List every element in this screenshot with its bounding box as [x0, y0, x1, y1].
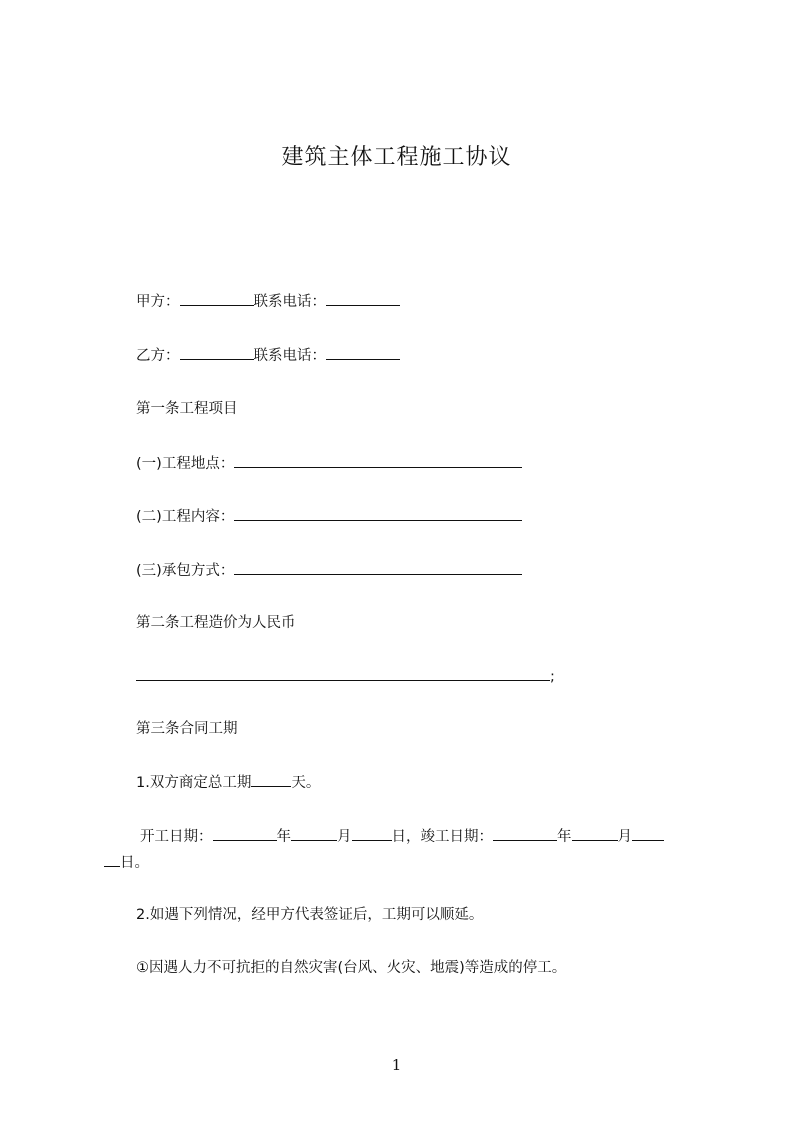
end-day-unit: 日。 — [120, 855, 149, 871]
end-month-unit: 月 — [617, 829, 632, 845]
party-a-label: 甲方： — [136, 294, 180, 310]
party-b-name-blank[interactable] — [180, 345, 254, 360]
article3-item-a: ①因遇人力不可抗拒的自然灾害(台风、火灾、地震)等造成的停工。 — [136, 960, 567, 976]
article3-clause2: 2.如遇下列情况，经甲方代表签证后，工期可以顺延。 — [136, 907, 484, 923]
article1-heading: 第一条工程项目 — [136, 401, 238, 417]
party-b-line — [136, 345, 400, 366]
end-date-label: 竣工日期： — [420, 829, 493, 845]
dates-line-wrap — [104, 852, 149, 873]
days-unit: 天。 — [291, 775, 321, 791]
party-a-phone-label: 联系电话： — [253, 294, 326, 310]
article1-item1-line — [136, 453, 522, 474]
article1-item2-line — [136, 506, 522, 527]
project-location-label: (一)工程地点： — [136, 456, 235, 472]
price-end-mark: ; — [550, 669, 555, 685]
start-year-blank[interactable] — [213, 826, 277, 841]
start-date-label: 开工日期： — [140, 829, 213, 845]
party-b-label: 乙方： — [136, 348, 180, 364]
party-b-phone-blank[interactable] — [326, 345, 400, 360]
project-content-blank[interactable] — [234, 506, 522, 521]
article2-heading: 第二条工程造价为人民币 — [136, 615, 296, 631]
article1-item3-line — [136, 560, 522, 581]
end-day-blank-part1[interactable] — [632, 826, 664, 841]
contract-method-label: (三)承包方式： — [136, 563, 235, 579]
article2-price-line — [136, 666, 555, 687]
party-a-line — [136, 291, 400, 312]
article3-clause1-line — [136, 772, 320, 793]
price-blank[interactable] — [136, 666, 550, 681]
project-location-blank[interactable] — [234, 453, 522, 468]
party-a-phone-blank[interactable] — [326, 291, 400, 306]
end-day-blank-part2[interactable] — [104, 852, 120, 867]
page-number: 1 — [391, 1056, 402, 1074]
document-title: 建筑主体工程施工协议 — [281, 145, 512, 170]
end-year-unit: 年 — [557, 829, 572, 845]
start-month-unit: 月 — [337, 829, 352, 845]
end-year-blank[interactable] — [493, 826, 557, 841]
article3-heading: 第三条合同工期 — [136, 721, 238, 737]
party-a-name-blank[interactable] — [180, 291, 254, 306]
start-month-blank[interactable] — [291, 826, 337, 841]
party-b-phone-label: 联系电话： — [253, 348, 326, 364]
start-day-unit: 日， — [391, 829, 421, 845]
project-content-label: (二)工程内容： — [136, 509, 235, 525]
end-month-blank[interactable] — [572, 826, 618, 841]
dates-line — [140, 826, 664, 847]
total-period-label: 1.双方商定总工期 — [136, 775, 252, 791]
contract-method-blank[interactable] — [234, 560, 522, 575]
start-day-blank[interactable] — [352, 826, 392, 841]
total-days-blank[interactable] — [251, 772, 291, 787]
start-year-unit: 年 — [276, 829, 291, 845]
